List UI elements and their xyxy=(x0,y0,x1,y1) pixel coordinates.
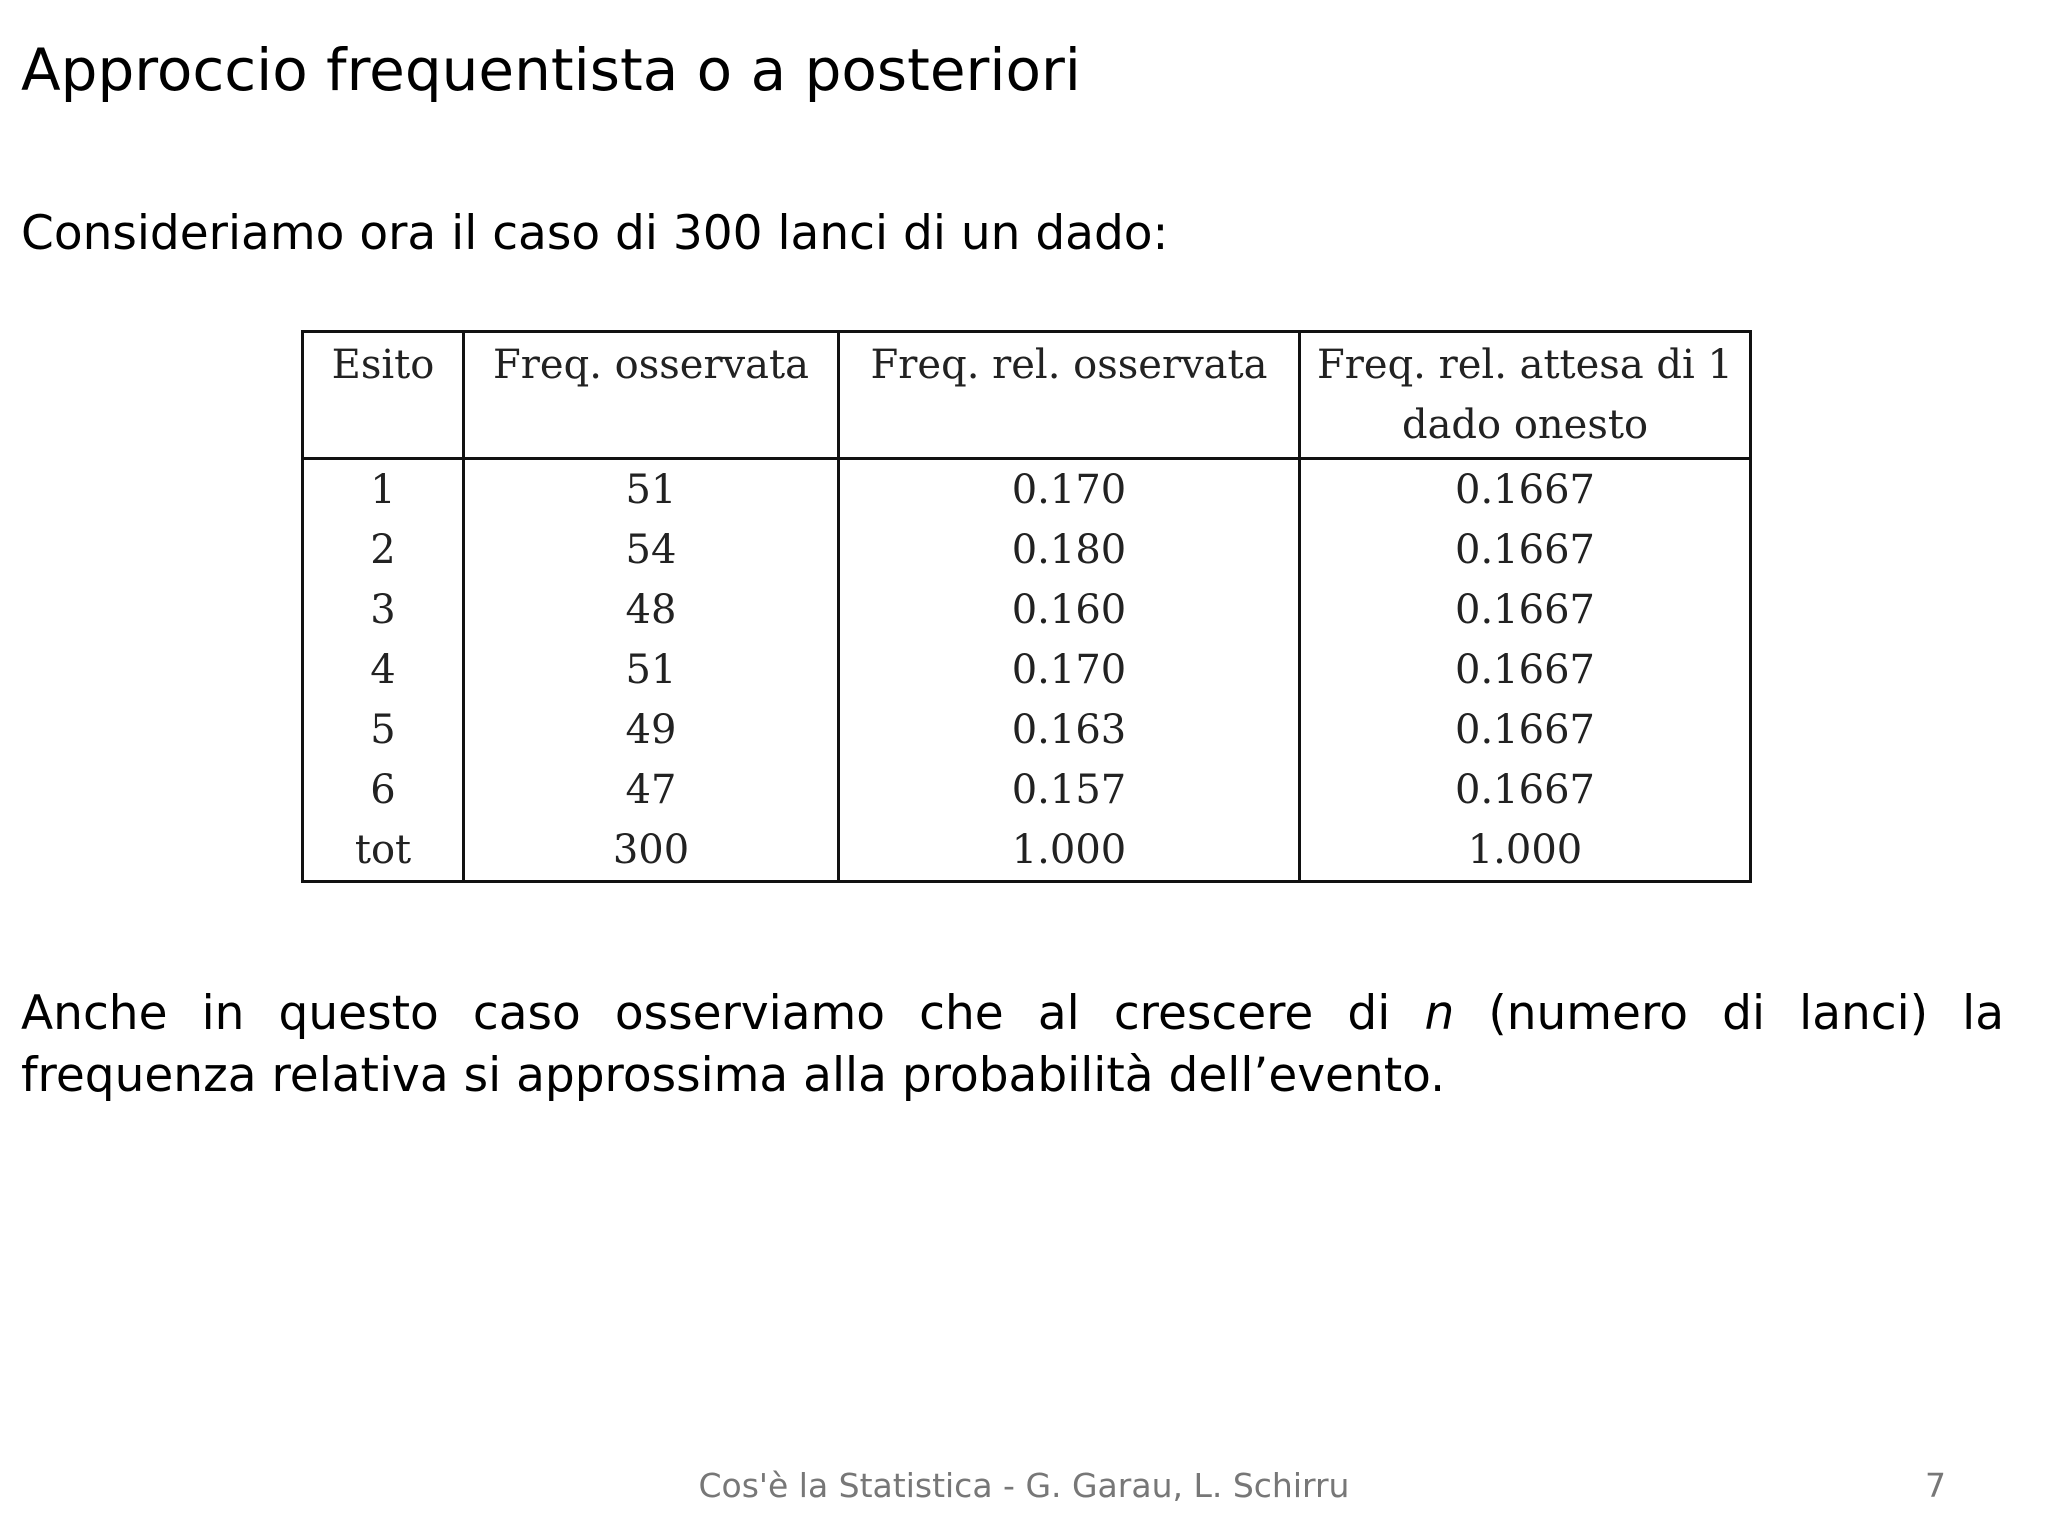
conclusion-text-before: Anche in questo caso osserviamo che al crescere di xyxy=(21,986,1425,1041)
cell-freq-attesa: 0.1667 xyxy=(1300,760,1751,820)
cell-esito: 3 xyxy=(370,587,396,633)
cell-freq: 51 xyxy=(464,640,839,700)
table-row xyxy=(303,760,1751,820)
header-freq-rel-osservata: Freq. rel. osservata xyxy=(839,332,1300,459)
header-freq-rel-attesa: Freq. rel. attesa di 1 dado onesto xyxy=(1300,332,1751,459)
cell-freq-rel: 0.163 xyxy=(839,700,1300,760)
cell-freq-attesa: 0.1667 xyxy=(1300,580,1751,640)
cell-freq-rel: 0.157 xyxy=(839,760,1300,820)
cell-freq-rel: 0.160 xyxy=(839,580,1300,640)
cell-freq-rel: 1.000 xyxy=(839,820,1300,882)
frequency-table-container xyxy=(301,330,1752,883)
cell-freq-attesa: 0.1667 xyxy=(1300,520,1751,580)
cell-freq-rel: 0.170 xyxy=(839,459,1300,521)
frequency-table xyxy=(301,330,1752,883)
table-row xyxy=(303,700,1751,760)
cell-esito: tot xyxy=(354,827,412,873)
table-row xyxy=(303,459,1751,521)
cell-esito: 5 xyxy=(370,707,396,753)
cell-esito: 2 xyxy=(370,527,396,573)
header-freq-osservata: Freq. osservata xyxy=(464,332,839,459)
slide-footer: Cos'è la Statistica - G. Garau, L. Schirru xyxy=(698,1466,1350,1505)
conclusion-paragraph xyxy=(21,983,2004,1107)
intro-text: Consideriamo ora il caso di 300 lanci di un dado: xyxy=(21,206,1169,261)
cell-freq-attesa: 0.1667 xyxy=(1300,640,1751,700)
conclusion-text-after: (numero di lanci) la frequenza relativa si approssima alla probabilità dell’evento. xyxy=(21,986,2005,1103)
cell-freq: 54 xyxy=(464,520,839,580)
cell-freq: 47 xyxy=(464,760,839,820)
cell-freq: 49 xyxy=(464,700,839,760)
cell-freq-attesa: 0.1667 xyxy=(1300,459,1751,521)
cell-freq-attesa: 0.1667 xyxy=(1300,700,1751,760)
cell-freq-rel: 0.180 xyxy=(839,520,1300,580)
table-header-row xyxy=(303,332,1751,459)
variable-n: n xyxy=(1424,986,1455,1041)
cell-freq: 51 xyxy=(464,459,839,521)
table-row-total xyxy=(303,820,1751,882)
slide-title: Approccio frequentista o a posteriori xyxy=(21,36,1081,104)
page-number: 7 xyxy=(1925,1466,1946,1505)
cell-freq-attesa: 1.000 xyxy=(1300,820,1751,882)
cell-freq: 48 xyxy=(464,580,839,640)
cell-freq-rel: 0.170 xyxy=(839,640,1300,700)
cell-esito: 1 xyxy=(370,467,396,513)
cell-freq: 300 xyxy=(464,820,839,882)
cell-esito: 6 xyxy=(370,767,396,813)
header-esito: Esito xyxy=(303,332,464,459)
table-row xyxy=(303,520,1751,580)
table-row xyxy=(303,640,1751,700)
table-row xyxy=(303,580,1751,640)
cell-esito: 4 xyxy=(370,647,396,693)
